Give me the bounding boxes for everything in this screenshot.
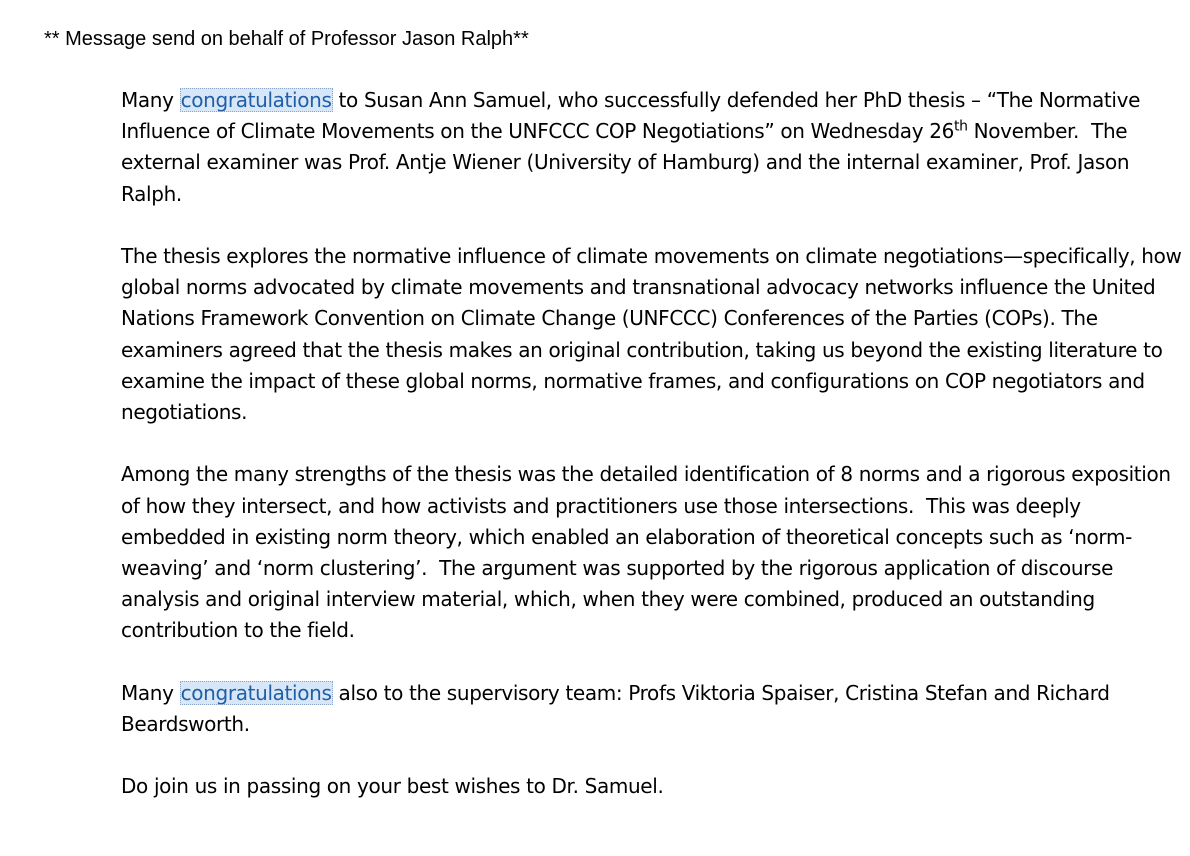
paragraph-thesis-summary: The thesis explores the normative influence of climate movements on climate negotiations—specifically, how global norms advocated by climate movements and transnational advocacy networks influence the United Nations Framework Convention on Climate Change (UNFCCC) Conferences of the Parties (COPs). The examiners agreed that the thesis makes an original contribution, taking us beyond the existing literature to examine the impact of these global norms, normative frames, and configurations on COP negotiators and negotiations.	[121, 244, 1182, 425]
message-header: ** Message send on behalf of Professor Jason Ralph**	[44, 28, 529, 50]
message-body	[121, 85, 1183, 803]
highlighted-word[interactable]: congratulations	[180, 680, 332, 705]
paragraph-text: Many	[121, 88, 180, 112]
paragraph-text: November. The external examiner was Prof. Antje Wiener (University of Hamburg) and the internal examiner, Prof. Jason Ralph.	[121, 119, 1130, 206]
highlighted-word[interactable]: congratulations	[180, 88, 332, 112]
paragraph-closing: Do join us in passing on your best wishes to Dr. Samuel.	[121, 774, 664, 799]
paragraph-text: also to the supervisory team: Profs Viktoria Spaiser, Cristina Stefan and Richard Beardsworth.	[121, 680, 1110, 737]
paragraph-announcement	[121, 85, 1183, 210]
paragraph-strengths: Among the many strengths of the thesis was the detailed identification of 8 norms and a rigorous exposition of how they intersect, and how activists and practitioners use those intersections. This was deeply embedded in existing norm theory, which enabled an elaboration of theoretical concepts such as ‘norm-weaving’ and ‘norm clustering’. The argument was supported by the rigorous application of discourse analysis and original interview material, which, when they were combined, produced an outstanding contribution to the field.	[121, 462, 1171, 643]
paragraph-supervisors	[121, 678, 1183, 740]
paragraph-text: Many	[121, 680, 180, 705]
ordinal-superscript: th	[953, 118, 968, 135]
paragraph-text: to Susan Ann Samuel, who successfully defended her PhD thesis – “The Normative Influence of Climate Movements on the UNFCCC COP Negotiations” on Wednesday 26	[121, 88, 1141, 144]
